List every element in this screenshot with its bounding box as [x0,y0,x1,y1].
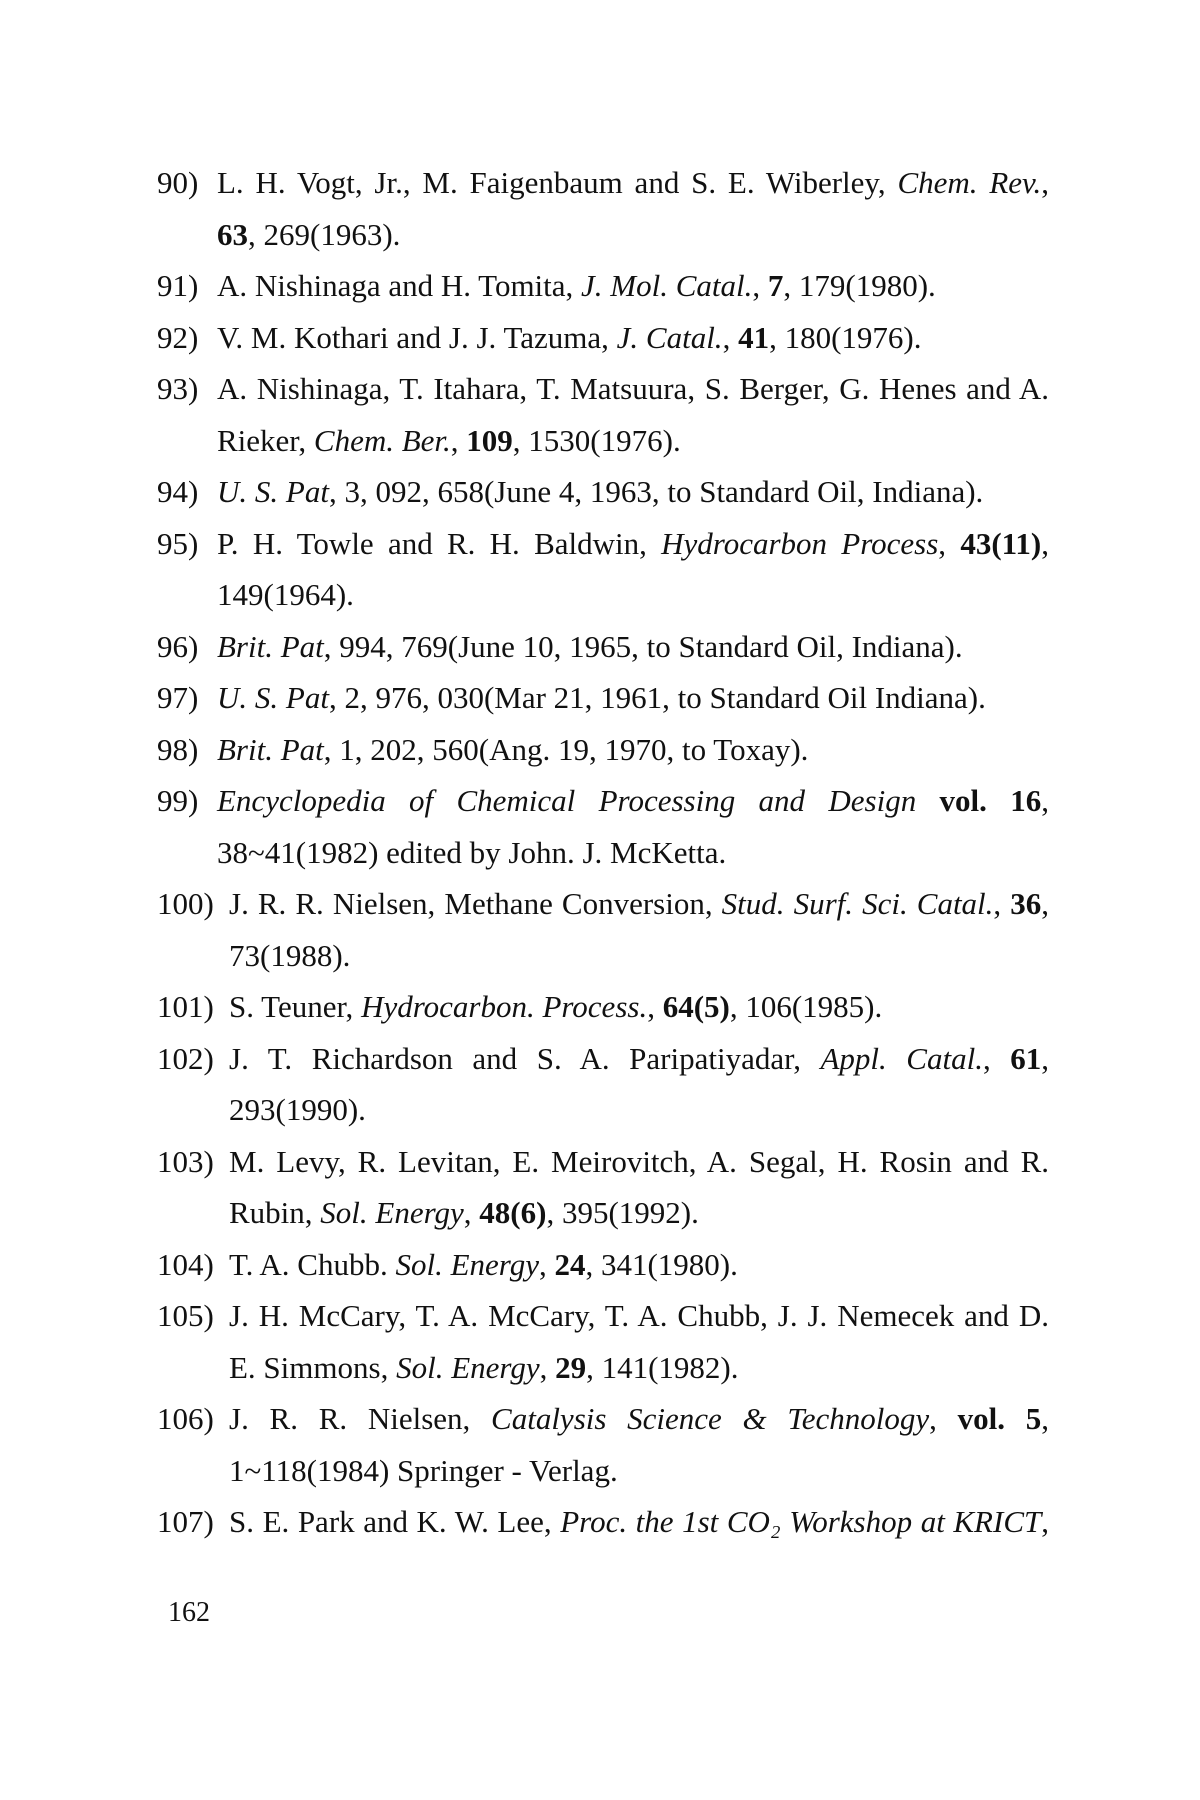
text-segment: L. H. Vogt, Jr., M. Faigenbaum and S. E. Wiberley, [217,165,898,200]
text-segment: , [1041,783,1049,818]
text-segment: , 3, 092, 658(June 4, 1963, to Standard Oil, Indiana). [328,474,984,509]
reference-number: 100) [157,886,214,921]
italic-title: J. Catal. [616,319,723,355]
text-segment: , [450,422,467,458]
text-segment: , 106(1985). [729,989,883,1024]
italic-title: Hydrocarbon. Process. [361,989,648,1024]
reference-text [229,989,882,1025]
italic-title: Sol. Energy [396,1349,540,1385]
bold-volume: 43(11) [960,525,1042,561]
reference-text [217,577,354,613]
italic-title: Chem. Rev. [897,165,1042,200]
reference-number: 105) [157,1298,214,1333]
reference-text [229,1144,1049,1180]
italic-title: Stud. Surf. Sci. Catal. [721,886,994,921]
text-segment: , [1041,165,1049,200]
reference-text [217,526,1049,562]
bold-volume: 63 [217,216,248,252]
bold-volume: vol. 5 [957,1401,1042,1436]
text-segment: , 341(1980). [585,1246,738,1282]
reference-text [229,1453,618,1489]
text-segment: A. Nishinaga and H. Tomita, [217,268,582,303]
text-segment: 38~41(1982) edited by John. J. McKetta. [217,834,727,870]
text-segment: M. Levy, R. Levitan, E. Meirovitch, A. Segal, H. Rosin and R. [229,1143,1049,1179]
text-segment: , 1, 202, 560(Ang. 19, 1970, to Toxay). [323,731,809,767]
bold-volume: 48(6) [479,1195,547,1230]
text-segment: Rubin, [229,1195,321,1230]
text-segment: A. Nishinaga, T. Itahara, T. Matsuura, S. Berger, G. Henes and A. [217,371,1049,406]
bold-volume: 61 [1010,1040,1042,1076]
italic-title: Encyclopedia of Chemical Processing and Design [217,783,917,818]
reference-text [217,783,1049,819]
text-segment: , [1041,1401,1049,1436]
text-segment: , [1041,525,1049,561]
italic-title: U. S. Pat [217,474,329,509]
text-segment: , 395(1992). [546,1195,699,1230]
text-segment: T. A. Chubb. [229,1246,396,1282]
page-number: 162 [168,1597,210,1628]
text-segment: , [982,1040,1011,1076]
text-segment: , [647,989,663,1024]
text-segment: S. E. Park and K. W. Lee, [229,1504,561,1539]
text-segment: P. H. Towle and R. H. Baldwin, [217,525,662,561]
bold-volume: 64(5) [662,989,730,1024]
reference-text [229,1401,1049,1437]
text-segment: , [938,525,961,561]
reference-number: 91) [157,268,199,303]
reference-text [217,165,1049,201]
text-segment: J. H. McCary, T. A. McCary, T. A. Chubb, J. J. Nemecek and D. [229,1298,1049,1333]
reference-number: 101) [157,989,214,1024]
reference-text [217,217,400,253]
reference-number: 104) [157,1246,214,1282]
reference-text [229,938,350,974]
bold-volume: 36 [1010,886,1042,921]
reference-number: 97) [157,680,199,715]
reference-text [229,1504,1049,1540]
text-segment: , [463,1195,480,1230]
text-segment: 73(1988). [229,937,351,973]
reference-text [217,629,963,665]
reference-text [229,1041,1049,1077]
text-segment: , 179(1980). [783,268,936,303]
text-segment: S. Teuner, [229,989,362,1024]
text-segment: , [752,268,768,303]
reference-number: 107) [157,1504,214,1539]
text-segment: , 180(1976). [769,319,922,355]
italic-title: Sol. Energy [395,1246,539,1282]
reference-number: 98) [157,731,199,767]
italic-title: Sol. Energy [320,1195,464,1230]
reference-text [229,1298,1049,1334]
bold-volume: 41 [738,319,770,355]
reference-number: 103) [157,1143,214,1179]
italic-title: Hydrocarbon Process [661,525,939,561]
text-segment: , 2, 976, 030(Mar 21, 1961, to Standard Oil Indiana). [328,680,986,715]
text-segment: J. R. R. Nielsen, [229,1401,492,1436]
bold-volume: 24 [554,1246,586,1282]
reference-text [229,1350,738,1386]
reference-text [217,423,681,459]
reference-text [217,474,983,510]
text-segment: J. T. Richardson and S. A. Paripatiyadar, [229,1040,821,1076]
bold-volume: 29 [555,1349,587,1385]
italic-title: Brit. Pat [217,628,324,664]
reference-number: 92) [157,319,199,355]
reference-number: 102) [157,1040,214,1076]
text-segment: E. Simmons, [229,1349,397,1385]
text-segment: , 269(1963). [248,216,401,252]
reference-text [217,320,921,356]
italic-title: J. Mol. Catal. [581,268,753,303]
reference-number: 106) [157,1401,214,1436]
italic-title: Catalysis Science & Technology [491,1401,930,1436]
reference-text [217,371,1049,407]
bold-volume: 109 [466,422,513,458]
text-segment: 293(1990). [229,1092,366,1127]
italic-title: U. S. Pat [217,680,329,715]
text-segment: Rieker, [217,422,314,458]
reference-number: 94) [157,474,199,509]
text-segment: , [539,1349,556,1385]
reference-text [217,835,726,871]
reference-text [217,680,986,716]
italic-title: Chem. Ber. [313,422,451,458]
reference-number: 99) [157,783,199,818]
reference-text [229,1247,738,1283]
text-segment: , 994, 769(June 10, 1965, to Standard Oil, Indiana). [323,628,963,664]
text-segment: V. M. Kothari and J. J. Tazuma, [217,319,617,355]
text-segment: 1~118(1984) Springer - Verlag. [229,1452,618,1488]
bold-volume: 7 [767,268,784,303]
italic-title: Appl. Catal. [820,1040,983,1076]
reference-text [229,1195,699,1231]
italic-title: Brit. Pat [217,731,324,767]
reference-text [229,886,1049,922]
reference-text [217,268,936,304]
text-segment: , 141(1982). [586,1349,739,1385]
italic-title: Proc. the 1st CO₂ Workshop at KRICT [560,1504,1042,1539]
text-segment: 149(1964). [217,577,354,612]
text-segment: , 1530(1976). [512,422,681,458]
reference-text [229,1092,366,1128]
reference-text [217,732,808,768]
bold-volume: vol. 16 [916,783,1042,818]
text-segment: , [722,319,739,355]
text-segment: , [538,1246,555,1282]
reference-number: 96) [157,628,199,664]
text-segment: J. R. R. Nielsen, Methane Conversion, [229,886,722,921]
text-segment: , [1041,1504,1049,1539]
reference-number: 95) [157,525,199,561]
reference-number: 93) [157,371,199,406]
text-segment: , [993,886,1011,921]
reference-number: 90) [157,165,199,200]
text-segment: , [1041,1040,1049,1076]
text-segment: , [929,1401,958,1436]
text-segment: , [1041,886,1049,921]
